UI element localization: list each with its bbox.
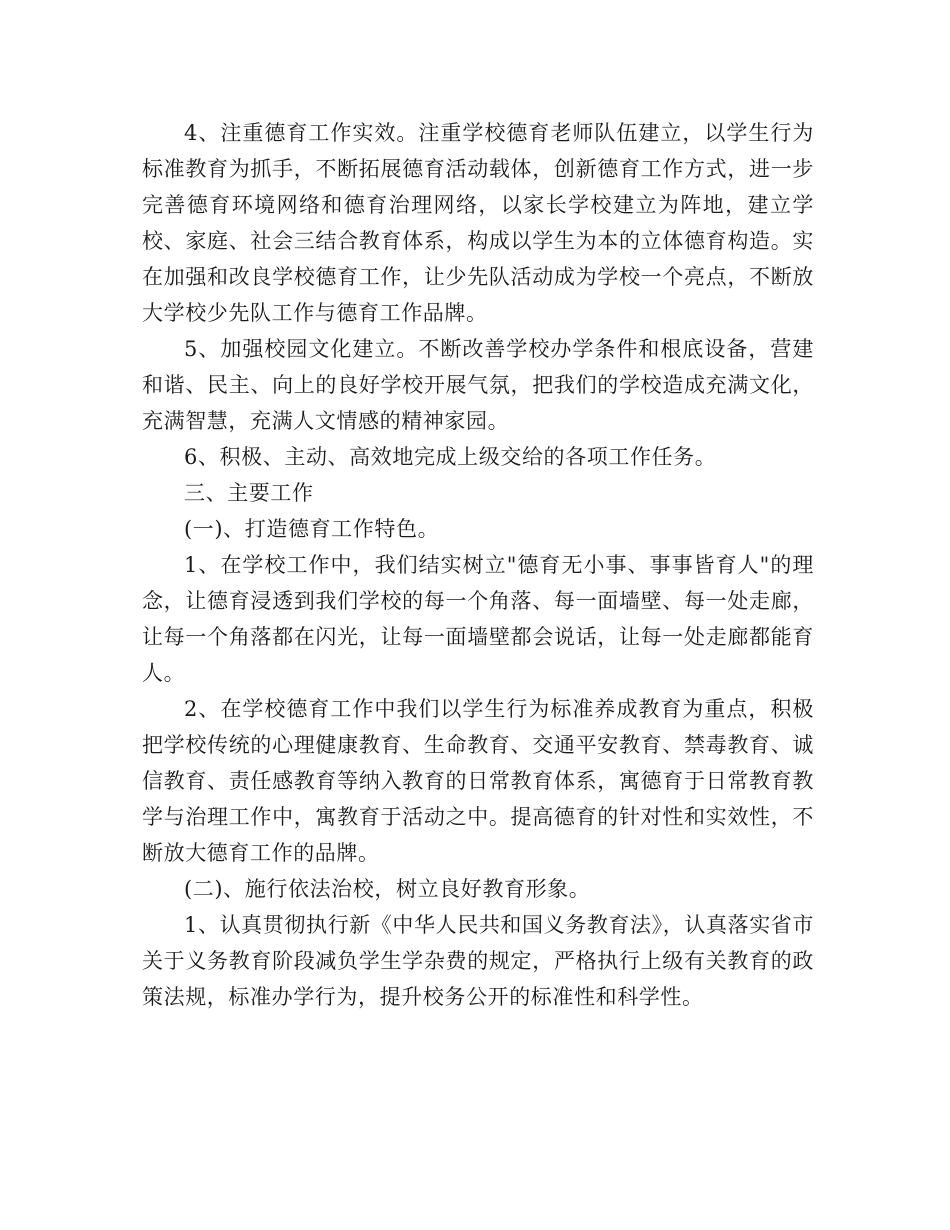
subsection-heading-1: (一)、打造德育工作特色。 — [184, 517, 440, 541]
paragraph-subitem-1-1: 1、在学校工作中，我们结实树立"德育无小事、事事皆育人"的理念，让德育浸透到我们学校的每一个角落、每一面墙壁、每一处走廊，让每一个角落都在闪光，让每一面墙壁都会说话，让每一处走廊都能育人。 — [142, 553, 814, 685]
subsection-heading-2: (二)、施行依法治校，树立良好教育形象。 — [184, 877, 591, 901]
section-heading-main-work: 三、主要工作 — [184, 481, 314, 505]
paragraph-subitem-1-2: 2、在学校德育工作中我们以学生行为标准养成教育为重点，积极把学校传统的心理健康教育、生命教育、交通平安教育、禁毒教育、诚信教育、责任感教育等纳入教育的日常教育体系，寓德育于日常教育教学与治理工作中，寓教育于活动之中。提高德育的针对性和实效性，不断放大德育工作的品牌。 — [142, 697, 814, 865]
document-body — [142, 115, 814, 1015]
paragraph-item-6: 6、积极、主动、高效地完成上级交给的各项工作任务。 — [184, 445, 717, 469]
paragraph-item-4: 4、注重德育工作实效。注重学校德育老师队伍建立，以学生行为标准教育为抓手，不断拓展德育活动载体，创新德育工作方式，进一步完善德育环境网络和德育治理网络，以家长学校建立为阵地，建立学校、家庭、社会三结合教育体系，构成以学生为本的立体德育构造。实在加强和改良学校德育工作，让少先队活动成为学校一个亮点，不断放大学校少先队工作与德育工作品牌。 — [142, 121, 814, 325]
paragraph-item-5: 5、加强校园文化建立。不断改善学校办学条件和根底设备，营建和谐、民主、向上的良好学校开展气氛，把我们的学校造成充满文化，充满智慧，充满人文情感的精神家园。 — [142, 337, 814, 433]
paragraph-subitem-2-1: 1、认真贯彻执行新《中华人民共和国义务教育法》，认真落实省市关于义务教育阶段减负学生学杂费的规定，严格执行上级有关教育的政策法规，标准办学行为，提升校务公开的标准性和科学性。 — [142, 913, 814, 1009]
